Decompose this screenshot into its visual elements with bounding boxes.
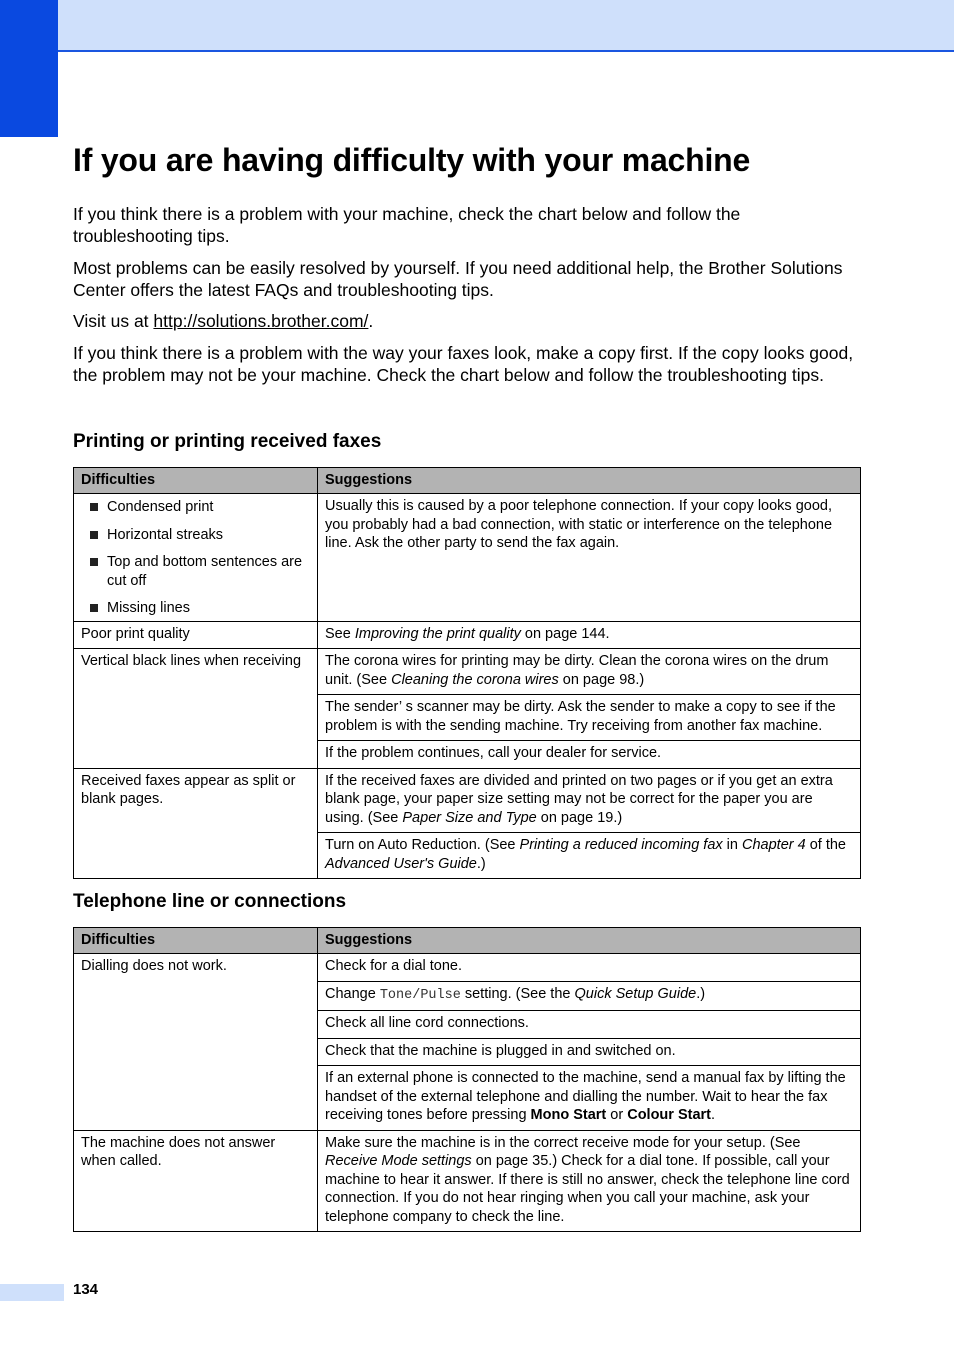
setting-name: Tone/Pulse — [379, 987, 461, 1003]
reference-title: Advanced User's Guide — [325, 855, 477, 872]
text: The corona wires for printing may be dirty. Clean the corona wires on the drum unit. (See — [325, 653, 829, 688]
suggestion-cell — [318, 1066, 861, 1131]
section-heading-telephone: Telephone line or connections — [73, 891, 347, 912]
printing-table — [73, 467, 861, 879]
table-row — [74, 621, 861, 649]
text: or — [606, 1107, 628, 1123]
table-header-row — [74, 468, 861, 494]
reference-title: Chapter 4 — [742, 837, 806, 853]
text: .) — [696, 985, 706, 1002]
key-name: Colour Start — [627, 1107, 711, 1123]
difficulty-cell: Vertical black lines when receiving — [74, 649, 318, 769]
table-row — [74, 649, 861, 695]
text: If an external phone is connected to the machine, send a manual fax by lifting the handset of the external telephone and dialling the number. Wait to hear the fax receiving tones before pressing — [325, 1070, 846, 1123]
visit-prefix: Visit us at — [73, 311, 154, 331]
header-suggestions: Suggestions — [318, 468, 861, 494]
text: in — [722, 837, 742, 853]
text: Turn on Auto Reduction. (See — [325, 837, 520, 853]
header-difficulties: Difficulties — [74, 468, 318, 494]
text: If the received faxes are divided and printed on two pages or if you get an extra blank page, your paper size setting may not be correct for the paper you are using. (See — [325, 772, 833, 826]
suggestion-cell — [318, 833, 861, 879]
page-title: If you are having difficulty with your machine — [73, 142, 751, 178]
suggestion-cell — [318, 981, 861, 1011]
list-item: Top and bottom sentences are cut off — [107, 553, 310, 590]
suggestion-cell — [318, 768, 861, 833]
reference-title: Improving the print quality — [354, 625, 521, 642]
suggestion-cell: Check all line cord connections. — [318, 1011, 861, 1039]
text: of the — [805, 837, 846, 853]
suggestion-cell: If the problem continues, call your dealer for service. — [318, 741, 861, 769]
section-heading-printing: Printing or printing received faxes — [73, 431, 382, 452]
key-name: Mono Start — [530, 1107, 607, 1123]
header-difficulties: Difficulties — [74, 928, 318, 954]
text: Make sure the machine is in the correct receive mode for your setup. (See — [325, 1134, 801, 1151]
suggestion-cell: Check for a dial tone. — [318, 954, 861, 982]
difficulty-cell: Received faxes appear as split or blank pages. — [74, 768, 318, 879]
footer-band — [0, 1284, 64, 1301]
reference-title: Receive Mode settings — [325, 1153, 472, 1169]
reference-title: Quick Setup Guide — [574, 985, 697, 1002]
chapter-tab — [0, 0, 58, 137]
header-band — [0, 0, 954, 52]
text: on page 19.) — [536, 809, 623, 826]
table-header-row — [74, 928, 861, 954]
table-row — [74, 1130, 861, 1232]
text: on page 144. — [520, 625, 610, 642]
text: .) — [476, 855, 486, 872]
telephone-table — [73, 927, 861, 1232]
list-item: Missing lines — [107, 599, 310, 618]
table-row — [74, 494, 861, 622]
difficulty-cell: The machine does not answer when called. — [74, 1130, 318, 1232]
visit-suffix: . — [368, 311, 374, 331]
reference-title: Printing a reduced incoming fax — [519, 837, 723, 853]
reference-title: Cleaning the corona wires — [391, 671, 559, 688]
visit-paragraph — [73, 310, 863, 332]
difficulty-cell: Dialling does not work. — [74, 954, 318, 1131]
table-row — [74, 768, 861, 833]
solutions-link[interactable]: http://solutions.brother.com/ — [153, 311, 369, 331]
text: on page 98.) — [558, 671, 645, 688]
difficulty-cell — [74, 494, 318, 622]
intro-paragraph-2: Most problems can be easily resolved by yourself. If you need additional help, the Brother Solutions Center offers the latest FAQs and troubleshooting tips. — [73, 258, 843, 300]
reference-title: Paper Size and Type — [402, 809, 537, 826]
text: Change — [325, 985, 380, 1002]
difficulty-bullet-list — [81, 498, 310, 618]
text: See — [325, 625, 355, 642]
intro-faxes-paragraph: If you think there is a problem with the way your faxes look, make a copy first. If the copy looks good, the problem may not be your machine. Check the chart below and follow the troubleshooting tips. — [73, 343, 854, 385]
header-suggestions: Suggestions — [318, 928, 861, 954]
page-number: 134 — [73, 1281, 99, 1298]
suggestion-cell: Usually this is caused by a poor telephone connection. If your copy looks good, you probably had a bad connection, with static or interference on the telephone line. Ask the other party to send the fax again. — [318, 494, 861, 622]
difficulty-cell: Poor print quality — [74, 621, 318, 649]
table-row — [74, 954, 861, 982]
text: . — [711, 1107, 716, 1123]
suggestion-cell: Check that the machine is plugged in and switched on. — [318, 1038, 861, 1066]
list-item: Horizontal streaks — [107, 526, 310, 545]
list-item: Condensed print — [107, 498, 310, 517]
text: on page 35.) Check for a dial tone. If possible, call your machine to hear it answer. If there is still no answer, check the telephone line cord connection. If you do not hear ringing when you call your machine, ask your telephone company to check the line. — [325, 1153, 850, 1225]
suggestion-cell — [318, 621, 861, 649]
suggestion-cell: The sender’ s scanner may be dirty. Ask the sender to make a copy to see if the problem is with the sending machine. Try receiving from another fax machine. — [318, 695, 861, 741]
suggestion-cell — [318, 1130, 861, 1232]
intro-paragraph-1: If you think there is a problem with your machine, check the chart below and follow the troubleshooting tips. — [73, 204, 741, 246]
text: setting. (See the — [460, 985, 575, 1002]
suggestion-cell — [318, 649, 861, 695]
